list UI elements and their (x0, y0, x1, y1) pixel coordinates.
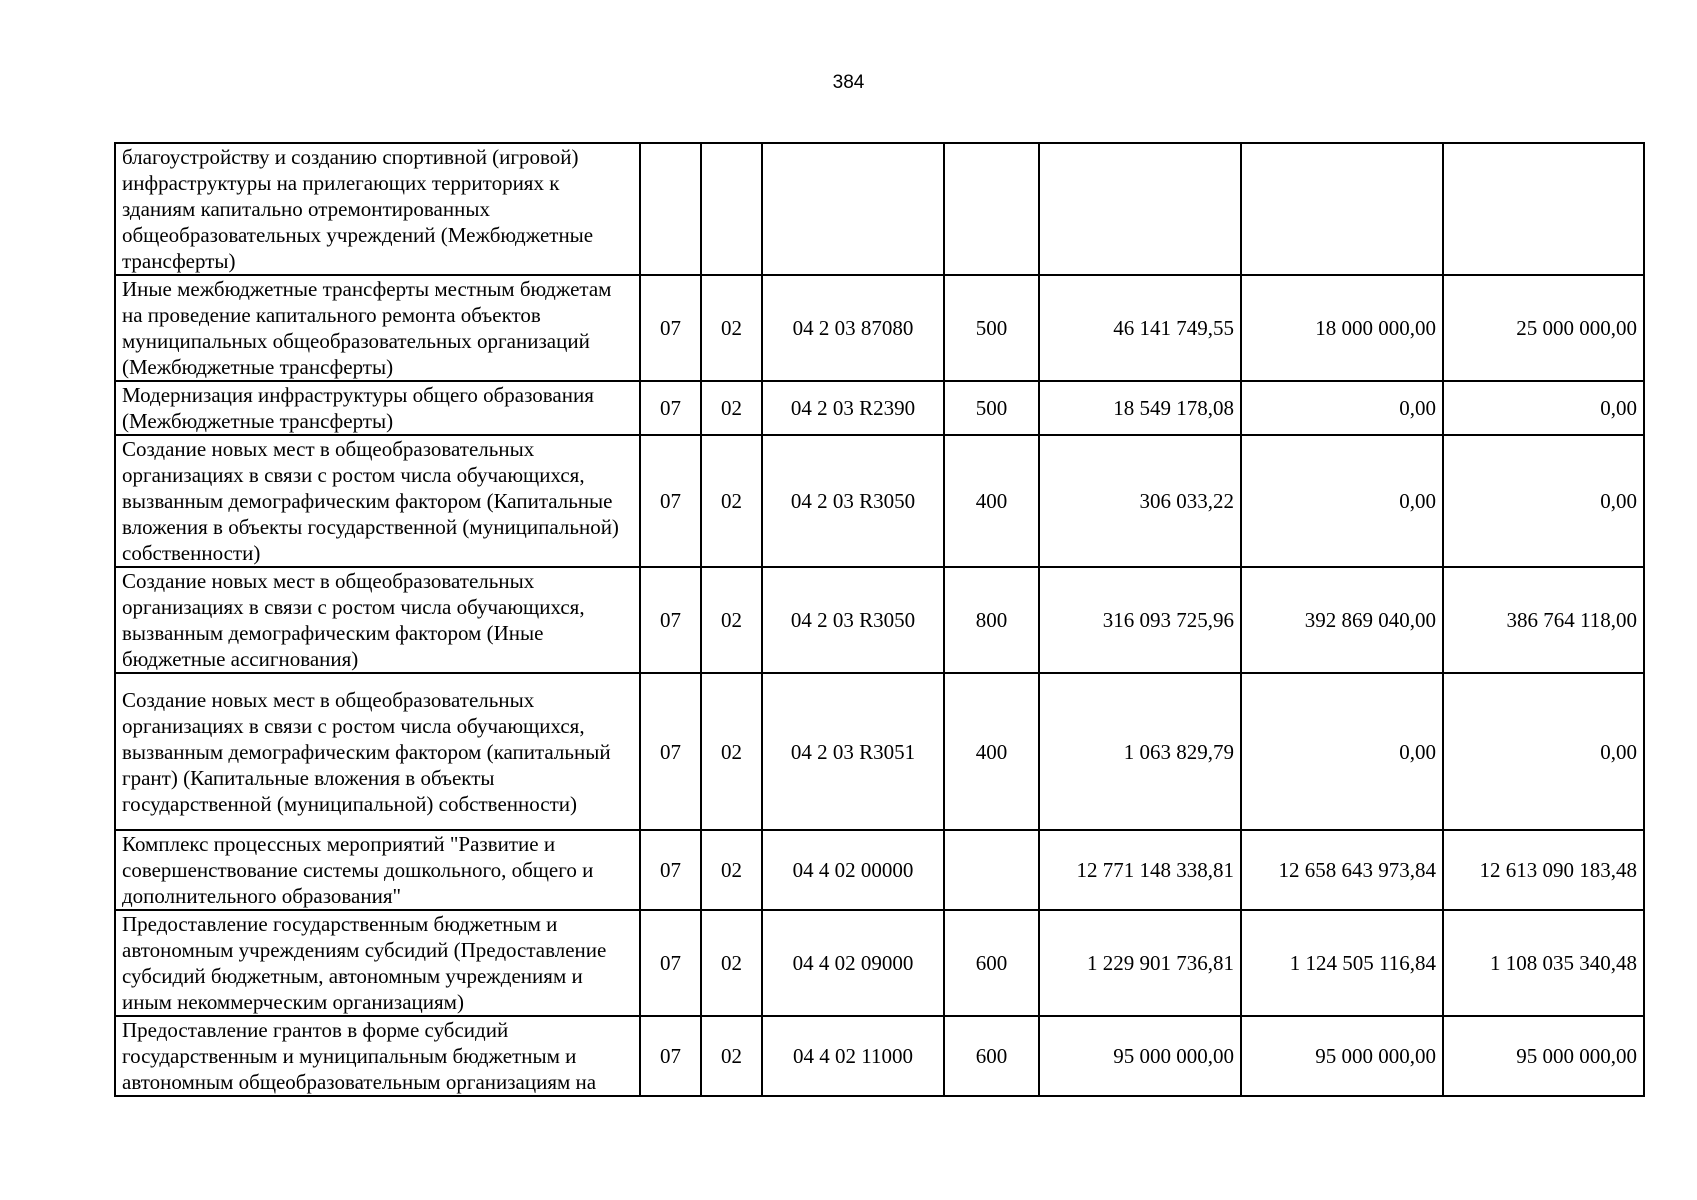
row-description: Создание новых мест в общеобразовательных организациях в связи с ростом числа обучающихся, вызванным демографическим фактором (капитальный грант) (Капитальные вложения в объекты государственной (муниципальной) собственности) (115, 673, 640, 830)
amount-year-2: 0,00 (1241, 435, 1443, 567)
section-code: 07 (640, 567, 701, 673)
target-article-code: 04 4 02 11000 (762, 1016, 944, 1096)
amount-year-2: 0,00 (1241, 381, 1443, 435)
expense-type-code: 500 (944, 275, 1039, 381)
amount-year-2: 12 658 643 973,84 (1241, 830, 1443, 910)
amount-year-1: 46 141 749,55 (1039, 275, 1241, 381)
row-description: благоустройству и созданию спортивной (игровой) инфраструктуры на прилегающих территориях к зданиям капитально отремонтированных общеобразовательных учреждений (Межбюджетные трансферты) (115, 143, 640, 275)
expense-type-code: 400 (944, 435, 1039, 567)
amount-year-2 (1241, 143, 1443, 275)
amount-year-3: 0,00 (1443, 435, 1644, 567)
table-row (115, 830, 1644, 910)
section-code: 07 (640, 673, 701, 830)
subsection-code: 02 (701, 1016, 762, 1096)
amount-year-1 (1039, 143, 1241, 275)
amount-year-1: 95 000 000,00 (1039, 1016, 1241, 1096)
subsection-code: 02 (701, 435, 762, 567)
expense-type-code: 400 (944, 673, 1039, 830)
subsection-code: 02 (701, 567, 762, 673)
subsection-code: 02 (701, 910, 762, 1016)
expense-type-code (944, 830, 1039, 910)
amount-year-3: 95 000 000,00 (1443, 1016, 1644, 1096)
expense-type-code: 600 (944, 1016, 1039, 1096)
amount-year-2: 0,00 (1241, 673, 1443, 830)
amount-year-3: 25 000 000,00 (1443, 275, 1644, 381)
table-row (115, 567, 1644, 673)
amount-year-3: 386 764 118,00 (1443, 567, 1644, 673)
amount-year-3: 0,00 (1443, 381, 1644, 435)
amount-year-1: 1 063 829,79 (1039, 673, 1241, 830)
amount-year-1: 316 093 725,96 (1039, 567, 1241, 673)
section-code: 07 (640, 435, 701, 567)
subsection-code: 02 (701, 830, 762, 910)
section-code: 07 (640, 275, 701, 381)
row-description: Предоставление грантов в форме субсидий государственным и муниципальным бюджетным и автономным общеобразовательным организациям на (115, 1016, 640, 1096)
amount-year-2: 392 869 040,00 (1241, 567, 1443, 673)
expense-type-code: 500 (944, 381, 1039, 435)
target-article-code: 04 2 03 87080 (762, 275, 944, 381)
amount-year-3: 0,00 (1443, 673, 1644, 830)
expense-type-code: 800 (944, 567, 1039, 673)
table-row (115, 435, 1644, 567)
expense-type-code (944, 143, 1039, 275)
target-article-code: 04 2 03 R3050 (762, 435, 944, 567)
target-article-code: 04 2 03 R2390 (762, 381, 944, 435)
table-row (115, 381, 1644, 435)
subsection-code (701, 143, 762, 275)
section-code: 07 (640, 910, 701, 1016)
table-row (115, 673, 1644, 830)
amount-year-2: 18 000 000,00 (1241, 275, 1443, 381)
target-article-code: 04 2 03 R3050 (762, 567, 944, 673)
table-row (115, 143, 1644, 275)
budget-table (114, 142, 1645, 1097)
target-article-code: 04 4 02 00000 (762, 830, 944, 910)
amount-year-3: 12 613 090 183,48 (1443, 830, 1644, 910)
section-code: 07 (640, 381, 701, 435)
amount-year-3: 1 108 035 340,48 (1443, 910, 1644, 1016)
target-article-code: 04 2 03 R3051 (762, 673, 944, 830)
subsection-code: 02 (701, 673, 762, 830)
table-row (115, 275, 1644, 381)
target-article-code (762, 143, 944, 275)
subsection-code: 02 (701, 381, 762, 435)
section-code: 07 (640, 1016, 701, 1096)
amount-year-1: 1 229 901 736,81 (1039, 910, 1241, 1016)
row-description: Создание новых мест в общеобразовательных организациях в связи с ростом числа обучающихся, вызванным демографическим фактором (Иные бюджетные ассигнования) (115, 567, 640, 673)
amount-year-3 (1443, 143, 1644, 275)
table-row (115, 910, 1644, 1016)
amount-year-2: 1 124 505 116,84 (1241, 910, 1443, 1016)
amount-year-1: 306 033,22 (1039, 435, 1241, 567)
amount-year-2: 95 000 000,00 (1241, 1016, 1443, 1096)
target-article-code: 04 4 02 09000 (762, 910, 944, 1016)
section-code (640, 143, 701, 275)
page-number: 384 (832, 72, 865, 93)
amount-year-1: 18 549 178,08 (1039, 381, 1241, 435)
row-description: Комплекс процессных мероприятий "Развитие и совершенствование системы дошкольного, общего и дополнительного образования" (115, 830, 640, 910)
section-code: 07 (640, 830, 701, 910)
row-description: Предоставление государственным бюджетным и автономным учреждениям субсидий (Предоставление субсидий бюджетным, автономным учреждениям и иным некоммерческим организациям) (115, 910, 640, 1016)
expense-type-code: 600 (944, 910, 1039, 1016)
row-description: Иные межбюджетные трансферты местным бюджетам на проведение капитального ремонта объектов муниципальных общеобразовательных организаций (Межбюджетные трансферты) (115, 275, 640, 381)
amount-year-1: 12 771 148 338,81 (1039, 830, 1241, 910)
row-description: Модернизация инфраструктуры общего образования (Межбюджетные трансферты) (115, 381, 640, 435)
row-description: Создание новых мест в общеобразовательных организациях в связи с ростом числа обучающихся, вызванным демографическим фактором (Капитальные вложения в объекты государственной (муниципальной) собственности) (115, 435, 640, 567)
subsection-code: 02 (701, 275, 762, 381)
table-row (115, 1016, 1644, 1096)
